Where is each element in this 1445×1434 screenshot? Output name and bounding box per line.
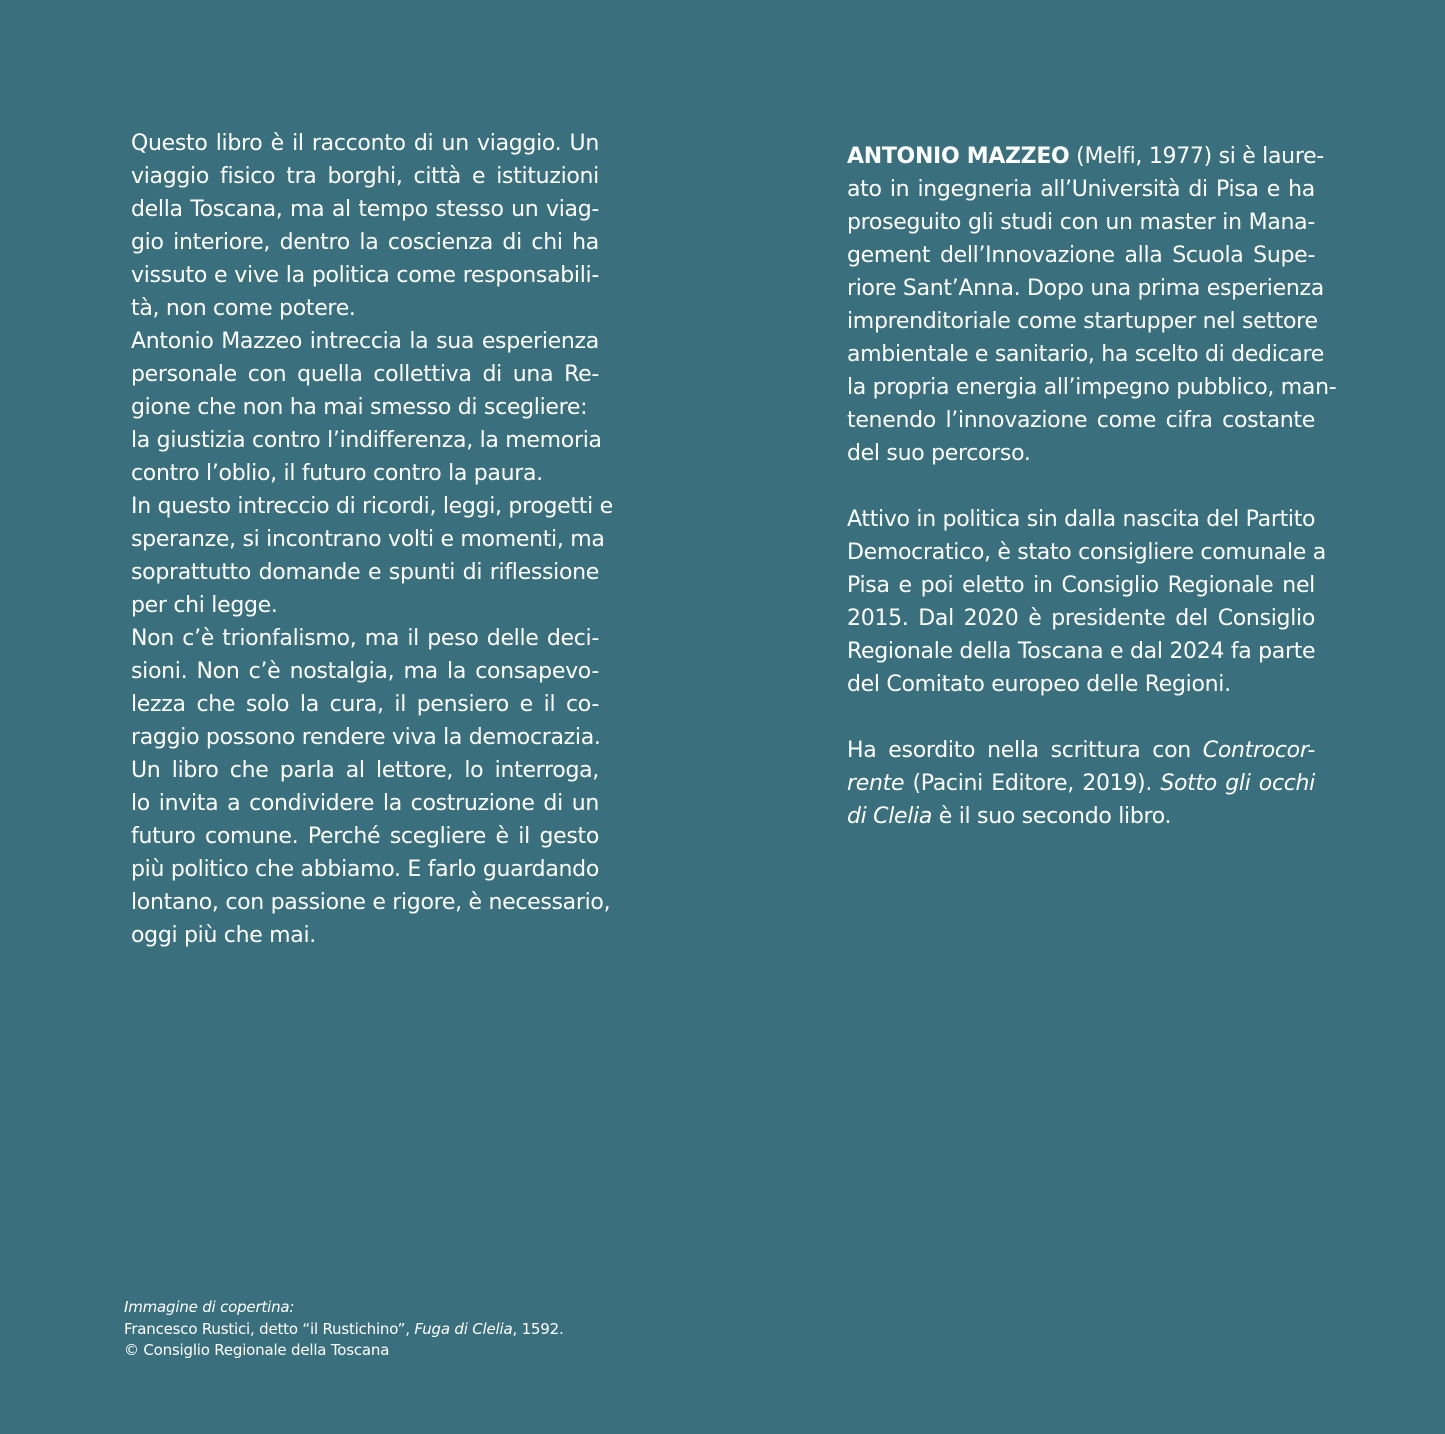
blurb-line: della Toscana, ma al tempo stesso un viag- bbox=[131, 197, 599, 222]
blurb-line: contro l’oblio, il futuro contro la paura. bbox=[131, 461, 543, 486]
politics-line: Regionale della Toscana e dal 2024 fa parte bbox=[847, 639, 1316, 664]
blurb-line: In questo intreccio di ricordi, leggi, progetti e bbox=[131, 494, 613, 519]
blurb-line: raggio possono rendere viva la democrazia. bbox=[131, 725, 601, 750]
blurb-line: sioni. Non c’è nostalgia, ma la consapevo- bbox=[131, 659, 599, 684]
bio-line: proseguito gli studi con un master in Mana- bbox=[847, 210, 1315, 235]
writing-text: (Pacini Editore, 2019). bbox=[904, 771, 1161, 796]
blurb-line: viaggio fisico tra borghi, città e istituzioni bbox=[131, 164, 599, 189]
writing-line bbox=[847, 800, 1315, 833]
blurb-line: futuro comune. Perché scegliere è il gesto bbox=[131, 824, 599, 849]
bio-line: ambientale e sanitario, ha scelto di dedicare bbox=[847, 342, 1324, 367]
blurb-line: per chi legge. bbox=[131, 593, 278, 618]
bio-line: tenendo l’innovazione come cifra costante bbox=[847, 408, 1315, 433]
bio-line: del suo percorso. bbox=[847, 441, 1031, 466]
paragraph-gap bbox=[847, 701, 1315, 734]
bio-line: riore Sant’Anna. Dopo una prima esperienza bbox=[847, 276, 1324, 301]
blurb-line: lezza che solo la cura, il pensiero e il co- bbox=[131, 692, 599, 717]
politics-line: Attivo in politica sin dalla nascita del Partito bbox=[847, 507, 1316, 532]
book-title-italic: Sotto gli occhi bbox=[1160, 771, 1315, 796]
author-name: ANTONIO MAZZEO bbox=[847, 144, 1070, 169]
blurb-line: lontano, con passione e rigore, è necessario, bbox=[131, 890, 611, 915]
credits-artist: Francesco Rustici, detto “il Rustichino”, bbox=[124, 1319, 415, 1338]
blurb-line: Un libro che parla al lettore, lo interroga, bbox=[131, 758, 599, 783]
politics-line: 2015. Dal 2020 è presidente del Consiglio bbox=[847, 606, 1315, 631]
blurb-line: lo invita a condividere la costruzione di un bbox=[131, 791, 599, 816]
writing-paragraph bbox=[847, 734, 1315, 833]
blurb-line: speranze, si incontrano volti e momenti, ma bbox=[131, 527, 605, 552]
blurb-line: la giustizia contro l’indifferenza, la memoria bbox=[131, 428, 602, 453]
bio-line: la propria energia all’impegno pubblico, man- bbox=[847, 375, 1337, 400]
blurb-line: personale con quella collettiva di una Re- bbox=[131, 362, 599, 387]
bio-first-line bbox=[847, 140, 1324, 173]
blurb-line: gio interiore, dentro la coscienza di chi ha bbox=[131, 230, 599, 255]
blurb-line: vissuto e vive la politica come responsabili- bbox=[131, 263, 599, 288]
politics-line: del Comitato europeo delle Regioni. bbox=[847, 672, 1231, 697]
blurb-line: più politico che abbiamo. E farlo guardando bbox=[131, 857, 599, 882]
credits-heading: Immagine di copertina: bbox=[124, 1298, 295, 1316]
credits-year: , 1592. bbox=[512, 1319, 564, 1338]
bio-line: imprenditoriale come startupper nel settore bbox=[847, 309, 1318, 334]
writing-line bbox=[847, 767, 1315, 800]
paragraph-gap bbox=[847, 470, 1315, 503]
bio-paragraph bbox=[847, 173, 1337, 470]
blurb-line: Non c’è trionfalismo, ma il peso delle deci- bbox=[131, 626, 599, 651]
credits-copyright: © Consiglio Regionale della Toscana bbox=[124, 1341, 390, 1359]
credits-artwork-title: Fuga di Clelia bbox=[414, 1319, 513, 1338]
blurb-line: gione che non ha mai smesso di scegliere: bbox=[131, 395, 588, 420]
book-title-italic: Controcor- bbox=[1202, 738, 1315, 763]
blurb-line: Antonio Mazzeo intreccia la sua esperienza bbox=[131, 329, 599, 354]
bio-line: gement dell’Innovazione alla Scuola Supe- bbox=[847, 243, 1315, 268]
bio-line: ato in ingegneria all’Università di Pisa e ha bbox=[847, 177, 1315, 202]
book-title-italic: di Clelia bbox=[847, 804, 933, 829]
book-title-italic: rente bbox=[847, 771, 905, 796]
blurb-line: soprattutto domande e spunti di riflessione bbox=[131, 560, 599, 585]
blurb-line: tà, non come potere. bbox=[131, 296, 356, 321]
cover-image-credits bbox=[124, 1297, 564, 1362]
writing-line bbox=[847, 734, 1315, 767]
blurb-column bbox=[131, 127, 613, 952]
blurb-line: oggi più che mai. bbox=[131, 923, 316, 948]
bio-first-line-rest: (Melfi, 1977) si è laure- bbox=[1069, 144, 1324, 169]
writing-text: è il suo secondo libro. bbox=[932, 804, 1172, 829]
politics-line: Democratico, è stato consigliere comunale a bbox=[847, 540, 1326, 565]
politics-line: Pisa e poi eletto in Consiglio Regionale nel bbox=[847, 573, 1315, 598]
author-bio-column bbox=[847, 140, 1337, 833]
blurb-line: Questo libro è il racconto di un viaggio. Un bbox=[131, 131, 599, 156]
politics-paragraph bbox=[847, 503, 1326, 701]
writing-text: Ha esordito nella scrittura con bbox=[847, 738, 1203, 763]
